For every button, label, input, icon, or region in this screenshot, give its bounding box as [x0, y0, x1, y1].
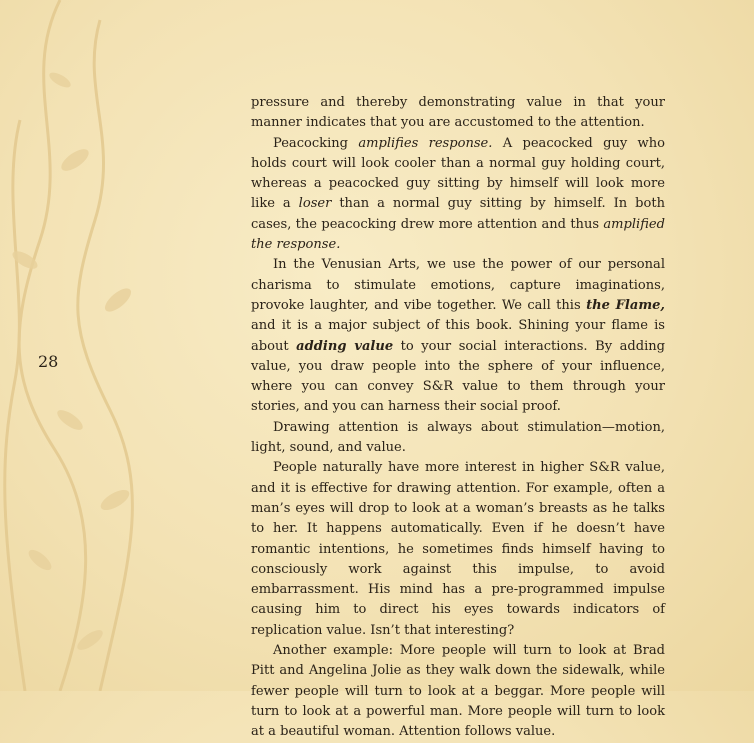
paragraph	[251, 418, 665, 459]
paragraph	[251, 641, 665, 742]
text-run: In the Venusian Arts, we use the power of our personal charisma to stimulate emotions, capture imaginations, provoke laughter, and vibe together. We call this	[251, 257, 665, 313]
emphasis-run: amplified the response.	[251, 216, 665, 253]
vine-decoration	[0, 0, 200, 691]
page-number: 28	[38, 352, 59, 371]
paragraph	[251, 255, 665, 417]
body-text	[251, 93, 665, 743]
emphasis-run: amplifies response.	[358, 135, 493, 151]
paragraph	[251, 93, 665, 134]
text-run: People naturally have more interest in higher S&R value, and it is effective for drawing attention. For example, often a man’s eyes will drop to look at a woman’s breasts as he talks to her. It happens automatically. Even if he doesn’t have romantic intentions, he sometimes finds himself having to consciously work against this impulse, to avoid embarrassment. His mind has a pre-programmed impulse causing him to direct his eyes towards indicators of replication value. Isn’t that interesting?	[251, 460, 665, 638]
paragraph	[251, 458, 665, 641]
text-run: A peacocked guy who holds court will look cooler than a normal guy holding court, whereas a peacocked guy sitting by himself will look more like a	[251, 135, 665, 212]
emphasis-run: adding value	[296, 338, 394, 354]
text-run: Drawing attention is always about stimulation—motion, light, sound, and value.	[251, 419, 665, 456]
emphasis-run: loser	[298, 196, 332, 212]
paragraph	[251, 134, 665, 256]
text-run: than a normal guy sitting by himself. In both cases, the peacocking drew more attention and thus	[251, 196, 665, 232]
text-run: Peacocking	[273, 135, 359, 151]
emphasis-run: the Flame,	[586, 297, 665, 313]
text-run: pressure and thereby demonstrating value in that your manner indicates that you are accustomed to the attention.	[251, 95, 665, 131]
text-run: to your social interactions. By adding value, you draw people into the sphere of your influence, where you can convey S&R value to them through your stories, and you can harness their social proof.	[251, 338, 665, 415]
text-run: and it is a major subject of this book. Shining your flame is about	[251, 318, 665, 354]
text-run: Another example: More people will turn to look at Brad Pitt and Angelina Jolie as they walk down the sidewalk, while fewer people will turn to look at a beggar. More people will turn to look at a powerful man. More people will turn to look at a beautiful woman. Attention follows value.	[251, 643, 665, 740]
